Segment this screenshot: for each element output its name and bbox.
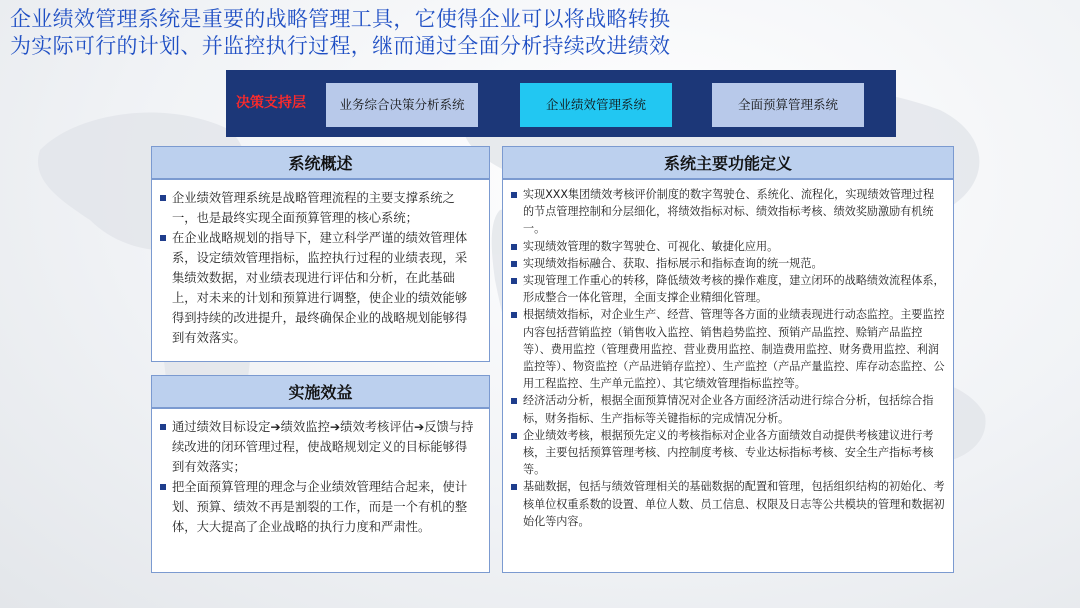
list-item-text: 根据绩效指标，对企业生产、经营、管理等各方面的业绩表现进行动态监控。主要监控内容包括营销监控（销售收入监控、销售趋势监控、预销产品监控、赊销产品监控等）、费用监控（管理费用监控、营业费用监控、制造费用监控、财务费用监控、利润监控等）、物资监控（产品进销存监控）、生产监控（产品产量监控、库存动态监控、公用工程监控、生产单元监控）、其它绩效管理指标监控等。 <box>523 308 945 391</box>
list-item <box>158 188 479 228</box>
decision-support-layer <box>226 70 896 137</box>
system-performance-management[interactable]: 企业绩效管理系统 <box>520 83 672 127</box>
list-item-text: 企业绩效管理系统是战略管理流程的主要支撑系统之一，也是最终实现全面预算管理的核心系统； <box>172 191 455 225</box>
bullet-square-icon <box>160 235 166 241</box>
headline-line-2: 为实际可行的计划、并监控执行过程，继而通过全面分析持续改进绩效 <box>10 34 671 58</box>
list-item-text: 实现绩效管理的数字驾驶仓、可视化、敏捷化应用。 <box>523 239 779 253</box>
list-item <box>509 478 945 530</box>
headline <box>10 6 1070 60</box>
functions-panel <box>502 179 954 573</box>
bullet-square-icon <box>511 484 517 490</box>
list-item <box>509 272 945 306</box>
list-item-text: 实现管理工作重心的转移，降低绩效考核的操作难度，建立闭环的战略绩效流程体系，形成整合一体化管理，全面支撑企业精细化管理。 <box>523 274 945 305</box>
system-business-decision-analysis[interactable]: 业务综合决策分析系统 <box>326 83 478 127</box>
list-item <box>509 392 945 426</box>
benefits-list <box>158 417 479 537</box>
list-item-text: 在企业战略规划的指导下，建立科学严谨的绩效管理体系，设定绩效管理指标，监控执行过程的业绩表现，采集绩效数据，对业绩表现进行评估和分析，在此基础上，对未来的计划和预算进行调整，使企业的绩效能够得到持续的改进提升，最终确保企业的战略规划能够得到有效落实。 <box>172 231 468 345</box>
list-item-text: 实现XXX集团绩效考核评价制度的数字驾驶仓、系统化、流程化，实现绩效管理过程的节点管理控制和分层细化，将绩效指标对标、绩效指标考核、绩效奖励激励有机统一。 <box>523 188 935 236</box>
benefits-header: 实施效益 <box>151 375 490 408</box>
headline-line-1: 企业绩效管理系统是重要的战略管理工具，它使得企业可以将战略转换 <box>10 7 671 31</box>
list-item-text: 把全面预算管理的理念与企业绩效管理结合起来，使计划、预算、绩效不再是割裂的工作，而是一个有机的整体，大大提高了企业战略的执行力度和严肃性。 <box>172 480 468 534</box>
benefits-panel <box>151 408 490 573</box>
list-item <box>509 306 945 392</box>
bullet-square-icon <box>511 244 517 250</box>
bullet-square-icon <box>511 192 517 198</box>
list-item <box>509 255 945 272</box>
bullet-square-icon <box>511 433 517 439</box>
functions-list <box>509 186 945 530</box>
list-item <box>509 427 945 479</box>
bullet-square-icon <box>160 424 166 430</box>
overview-panel <box>151 179 490 362</box>
bullet-square-icon <box>160 195 166 201</box>
list-item-text: 经济活动分析，根据全面预算情况对企业各方面经济活动进行综合分析，包括综合指标，财务指标、生产指标等关键指标的完成情况分析。 <box>523 394 934 425</box>
list-item <box>158 228 479 348</box>
list-item-text: 实现绩效指标融合、获取、指标展示和指标查询的统一规范。 <box>523 256 823 270</box>
list-item-text: 通过绩效目标设定➔绩效监控➔绩效考核评估➔反馈与持续改进的闭环管理过程，使战略规划定义的目标能够得到有效落实； <box>172 420 474 474</box>
list-item <box>158 417 479 477</box>
list-item-text: 企业绩效考核，根据预先定义的考核指标对企业各方面绩效自动提供考核建议进行考核，主要包括预算管理考核、内控制度考核、专业达标指标考核、安全生产指标考核等。 <box>523 428 934 477</box>
overview-header: 系统概述 <box>151 146 490 179</box>
list-item <box>509 186 945 238</box>
decision-layer-label: 决策支持层 <box>236 95 306 111</box>
bullet-square-icon <box>160 484 166 490</box>
system-budget-management[interactable]: 全面预算管理系统 <box>712 83 864 127</box>
bullet-square-icon <box>511 278 517 284</box>
functions-header: 系统主要功能定义 <box>502 146 954 179</box>
list-item-text: 基础数据，包括与绩效管理相关的基础数据的配置和管理，包括组织结构的初始化、考核单位权重系数的设置、单位人数、员工信息、权限及日志等公共模块的管理和数据初始化等内容。 <box>523 480 945 528</box>
bullet-square-icon <box>511 261 517 267</box>
list-item <box>158 477 479 537</box>
bullet-square-icon <box>511 398 517 404</box>
list-item <box>509 238 945 255</box>
overview-list <box>158 188 479 348</box>
bullet-square-icon <box>511 312 517 318</box>
